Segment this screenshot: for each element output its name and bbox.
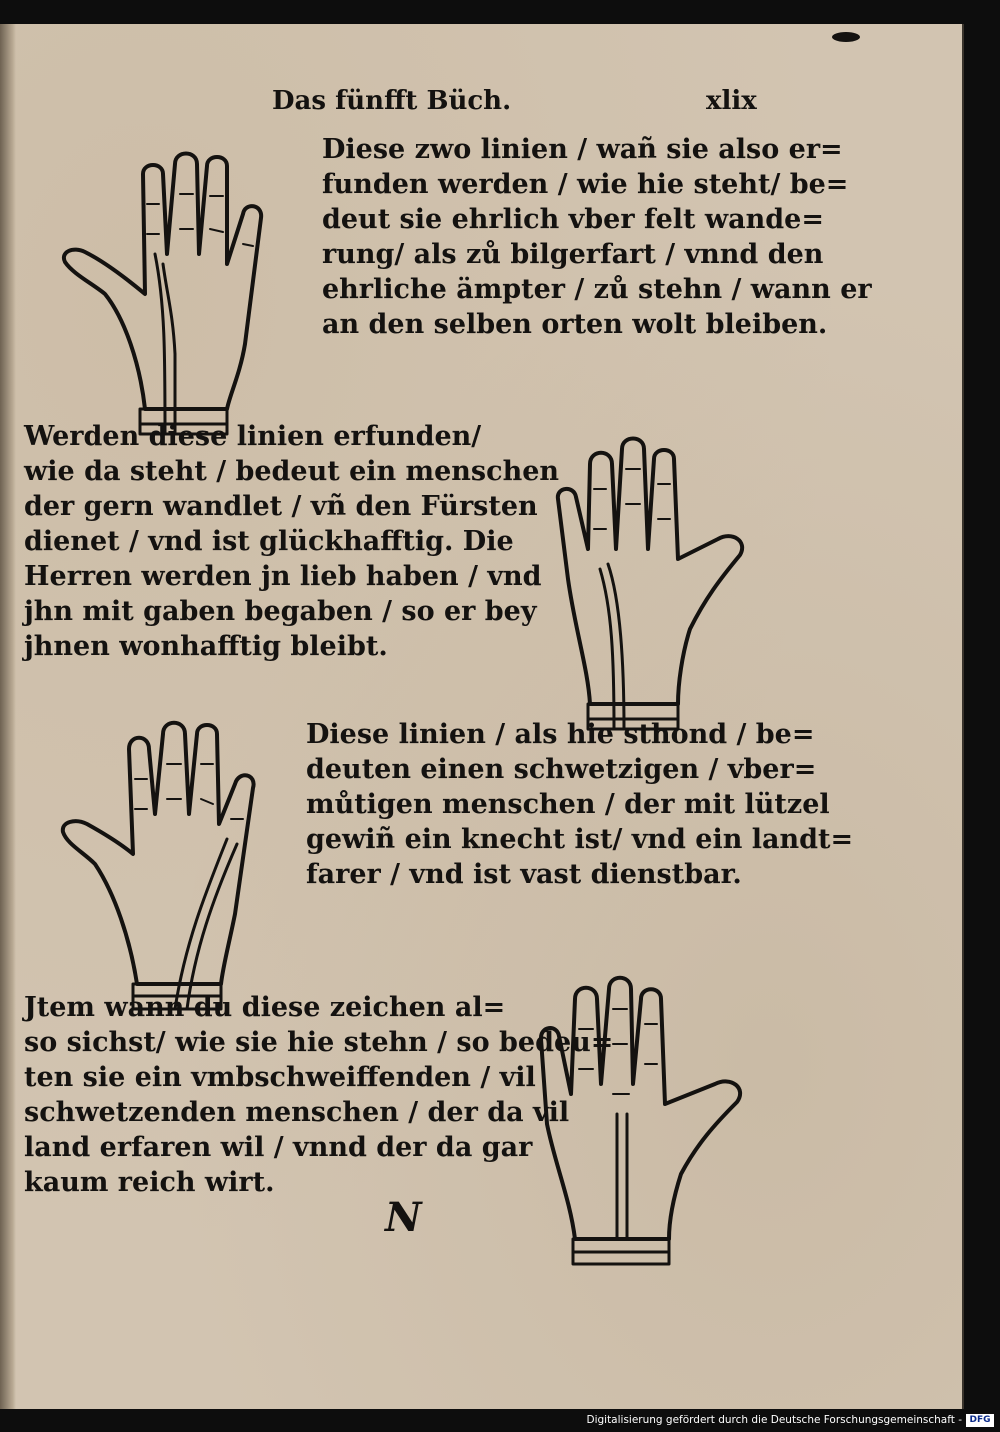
page-gutter [0, 24, 16, 1409]
left-hand-woodcut-icon [55, 704, 270, 1009]
footer-credit: Digitalisierung gefördert durch die Deutsche Forschungsgemeinschaft - [586, 1414, 962, 1426]
folio-number: xlix [706, 86, 757, 116]
right-hand-woodcut-icon [535, 964, 760, 1264]
footer-bar [0, 1409, 1000, 1432]
right-hand-woodcut-icon [550, 429, 760, 729]
book-page [0, 24, 964, 1409]
ink-blot [832, 32, 860, 42]
running-title: Das fünfft Büch. [272, 86, 512, 116]
paragraph-4: Jtem wann du diese zeichen al= so sichst/ wie sie hie stehn / so bedeu= ten sie ein vmbschweiffenden / vil schwetzenden menschen / der da vil land erfaren wil / vnnd der da gar kaum reich wirt. [24, 992, 614, 1198]
paragraph-2: Werden diese linien erfunden/ wie da steht / bedeut ein menschen der gern wandlet / vñ den Fürsten dienet / vnd ist glückhafftig. Die Herren werden jn lieb haben / vnd jhn mit gaben begaben / so er bey jhnen wonhafftig bleibt. [24, 421, 560, 662]
paragraph-3: Diese linien / als hie sthond / be= deuten einen schwetzigen / vber= můtigen menschen / der mit lützel gewiñ ein knecht ist/ vnd ein landt= farer / vnd ist vast dienstbar. [306, 719, 854, 890]
paragraph-1: Diese zwo linien / wañ sie also er= funden werden / wie hie steht/ be= deut sie ehrlich vber felt wande= rung/ als zů bilgerfart / vnnd den ehrliche ämpter / zů stehn / wann er an den selben orten wolt bleiben. [322, 134, 872, 340]
signature-mark: N [385, 1194, 422, 1241]
left-hand-woodcut-icon [55, 134, 285, 434]
dfg-logo: DFG [966, 1414, 994, 1427]
